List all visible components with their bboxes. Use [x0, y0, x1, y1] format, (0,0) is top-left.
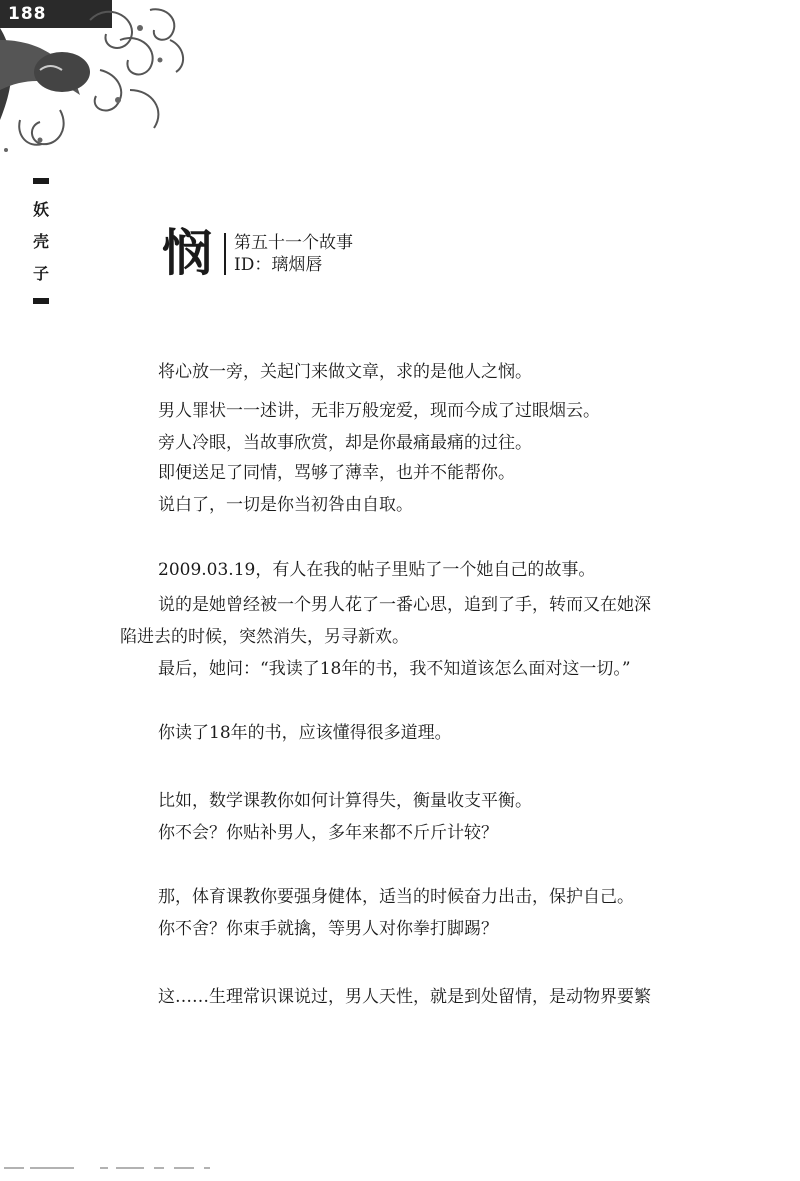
- paragraph-line: 男人罪状一一述讲，无非万般宠爱，现而今成了过眼烟云。: [158, 401, 600, 421]
- book-tag-char: 壳: [32, 232, 49, 251]
- paragraph-line: 你读了18年的书，应该懂得很多道理。: [158, 723, 452, 743]
- paragraph-line: 说白了，一切是你当初咎由自取。: [158, 495, 413, 515]
- paragraph-line: 将心放一旁，关起门来做文章，求的是他人之悯。: [158, 362, 532, 382]
- paragraph-line: 2009.03.19，有人在我的帖子里贴了一个她自己的故事。: [158, 560, 596, 580]
- paragraph-line: 最后，她问：“我读了18年的书，我不知道该怎么面对这一切。”: [158, 659, 631, 679]
- story-label: 第五十一个故事: [234, 233, 353, 253]
- author-id: ID：璃烟唇: [234, 255, 323, 275]
- paragraph-line: 这……生理常识课说过，男人天性，就是到处留情，是动物界要繁: [158, 987, 651, 1007]
- paragraph-line: 即便送足了同情，骂够了薄幸，也并不能帮你。: [158, 463, 515, 483]
- scan-marks: [4, 1163, 224, 1173]
- paragraph-line: 你不舍？你束手就擒，等男人对你拳打脚踢？: [158, 919, 498, 939]
- book-tag-char: 子: [32, 264, 49, 283]
- page-number: 188: [8, 4, 47, 24]
- tag-bar-top: [33, 178, 49, 184]
- header-divider: [224, 233, 226, 275]
- paragraph-line: 那，体育课教你要强身健体，适当的时候奋力出击，保护自己。: [158, 887, 634, 907]
- paragraph-line: 你不会？你贴补男人，多年来都不斤斤计较？: [158, 823, 498, 843]
- book-title-tag: [30, 178, 52, 304]
- corner-ornament: [0, 0, 210, 160]
- paragraph-line: 陷进去的时候，突然消失，另寻新欢。: [120, 627, 409, 647]
- paragraph-line: 旁人冷眼，当故事欣赏，却是你最痛最痛的过往。: [158, 433, 532, 453]
- paragraph-line: 比如，数学课教你如何计算得失，衡量收支平衡。: [158, 791, 532, 811]
- tag-bar-bottom: [33, 298, 49, 304]
- paragraph-line: 说的是她曾经被一个男人花了一番心思，追到了手，转而又在她深: [158, 595, 651, 615]
- chapter-title-char: 悯: [162, 223, 212, 282]
- book-tag-char: 妖: [32, 200, 49, 219]
- chapter-subtitle: [234, 232, 353, 276]
